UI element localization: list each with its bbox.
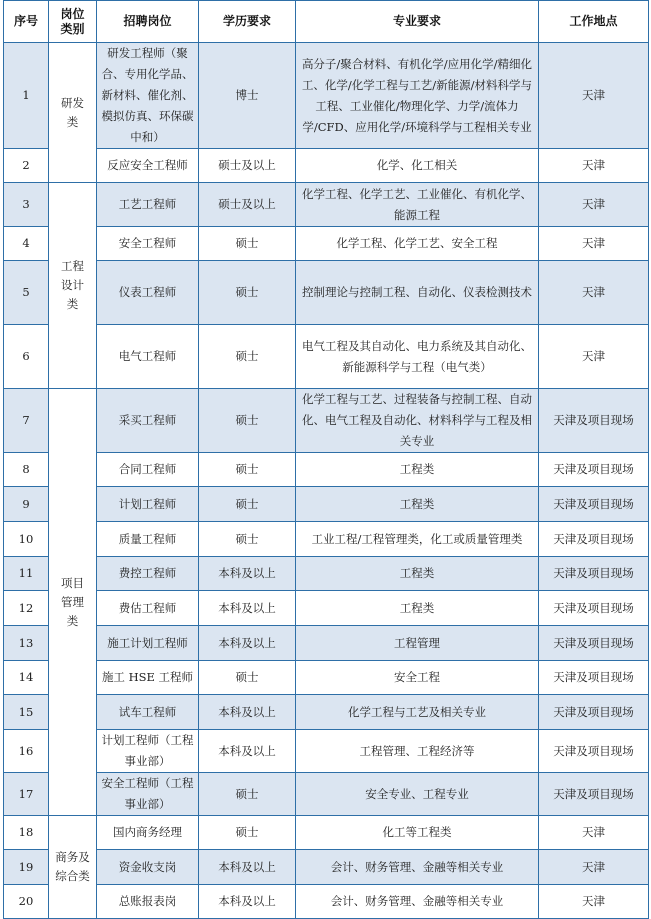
cell-education: 硕士 <box>199 227 296 261</box>
table-row <box>4 183 649 227</box>
cell-major: 工程管理 <box>296 626 539 661</box>
table-row <box>4 626 649 661</box>
cell-position: 施工 HSE 工程师 <box>97 661 199 695</box>
cell-position: 电气工程师 <box>97 325 199 389</box>
cell-serial-number: 12 <box>4 591 49 626</box>
cell-location: 天津 <box>539 325 649 389</box>
cell-major: 安全工程 <box>296 661 539 695</box>
cell-education: 硕士 <box>199 773 296 816</box>
cell-major: 安全专业、工程专业 <box>296 773 539 816</box>
cell-major: 电气工程及其自动化、电力系统及其自动化、新能源科学与工程（电气类） <box>296 325 539 389</box>
cell-location: 天津及项目现场 <box>539 661 649 695</box>
cell-education: 本科及以上 <box>199 885 296 919</box>
table-row <box>4 261 649 325</box>
cell-position: 安全工程师 <box>97 227 199 261</box>
header-education: 学历要求 <box>199 1 296 43</box>
cell-serial-number: 4 <box>4 227 49 261</box>
cell-location: 天津 <box>539 149 649 183</box>
table-row <box>4 730 649 773</box>
cell-serial-number: 19 <box>4 850 49 885</box>
cell-serial-number: 7 <box>4 389 49 453</box>
cell-education: 硕士及以上 <box>199 183 296 227</box>
table-row <box>4 389 649 453</box>
cell-serial-number: 9 <box>4 487 49 522</box>
cell-location: 天津及项目现场 <box>539 773 649 816</box>
table-row <box>4 149 649 183</box>
table-row <box>4 227 649 261</box>
cell-position: 安全工程师（工程事业部） <box>97 773 199 816</box>
table-row <box>4 325 649 389</box>
cell-education: 硕士 <box>199 325 296 389</box>
cell-education: 硕士 <box>199 487 296 522</box>
cell-serial-number: 2 <box>4 149 49 183</box>
cell-education: 本科及以上 <box>199 557 296 591</box>
cell-education: 硕士及以上 <box>199 149 296 183</box>
cell-serial-number: 10 <box>4 522 49 557</box>
cell-location: 天津及项目现场 <box>539 557 649 591</box>
cell-major: 工程类 <box>296 557 539 591</box>
cell-position: 计划工程师（工程事业部） <box>97 730 199 773</box>
cell-major: 工程管理、工程经济等 <box>296 730 539 773</box>
cell-major: 化学工程与工艺及相关专业 <box>296 695 539 730</box>
cell-major: 会计、财务管理、金融等相关专业 <box>296 885 539 919</box>
cell-serial-number: 20 <box>4 885 49 919</box>
table-row <box>4 522 649 557</box>
cell-position-category: 项目管理类 <box>49 389 97 816</box>
cell-location: 天津 <box>539 183 649 227</box>
table-row <box>4 773 649 816</box>
cell-serial-number: 18 <box>4 816 49 850</box>
cell-major: 化学工程与工艺、过程装备与控制工程、自动化、电气工程及自动化、材料科学与工程及相关专业 <box>296 389 539 453</box>
cell-location: 天津 <box>539 850 649 885</box>
cell-position: 合同工程师 <box>97 453 199 487</box>
header-position: 招聘岗位 <box>97 1 199 43</box>
cell-position: 计划工程师 <box>97 487 199 522</box>
cell-position: 资金收支岗 <box>97 850 199 885</box>
table-row <box>4 816 649 850</box>
cell-serial-number: 14 <box>4 661 49 695</box>
cell-position: 研发工程师（聚合、专用化学品、新材料、催化剂、模拟仿真、环保碳中和） <box>97 43 199 149</box>
cell-position-category: 工程设计类 <box>49 183 97 389</box>
cell-major: 会计、财务管理、金融等相关专业 <box>296 850 539 885</box>
cell-education: 硕士 <box>199 816 296 850</box>
cell-position: 采买工程师 <box>97 389 199 453</box>
table-row <box>4 661 649 695</box>
table-row <box>4 43 649 149</box>
cell-position-category: 研发类 <box>49 43 97 183</box>
cell-education: 硕士 <box>199 522 296 557</box>
cell-serial-number: 3 <box>4 183 49 227</box>
cell-location: 天津及项目现场 <box>539 487 649 522</box>
cell-serial-number: 5 <box>4 261 49 325</box>
cell-serial-number: 17 <box>4 773 49 816</box>
cell-major: 化学工程、化学工艺、工业催化、有机化学、能源工程 <box>296 183 539 227</box>
cell-major: 控制理论与控制工程、自动化、仪表检测技术 <box>296 261 539 325</box>
table-row <box>4 695 649 730</box>
cell-position: 总账报表岗 <box>97 885 199 919</box>
cell-education: 硕士 <box>199 389 296 453</box>
header-serial-number: 序号 <box>4 1 49 43</box>
cell-serial-number: 13 <box>4 626 49 661</box>
cell-position: 国内商务经理 <box>97 816 199 850</box>
cell-position: 施工计划工程师 <box>97 626 199 661</box>
cell-position: 反应安全工程师 <box>97 149 199 183</box>
cell-position: 工艺工程师 <box>97 183 199 227</box>
cell-position: 试车工程师 <box>97 695 199 730</box>
cell-position: 仪表工程师 <box>97 261 199 325</box>
cell-serial-number: 6 <box>4 325 49 389</box>
cell-serial-number: 1 <box>4 43 49 149</box>
cell-major: 工程类 <box>296 487 539 522</box>
cell-location: 天津及项目现场 <box>539 453 649 487</box>
cell-position: 费估工程师 <box>97 591 199 626</box>
cell-education: 硕士 <box>199 453 296 487</box>
table-row <box>4 850 649 885</box>
cell-location: 天津 <box>539 816 649 850</box>
cell-location: 天津及项目现场 <box>539 591 649 626</box>
cell-location: 天津 <box>539 261 649 325</box>
cell-major: 化学工程、化学工艺、安全工程 <box>296 227 539 261</box>
table-header-row <box>4 1 649 43</box>
table-row <box>4 557 649 591</box>
cell-location: 天津及项目现场 <box>539 730 649 773</box>
recruitment-table-wrapper <box>3 0 648 919</box>
cell-major: 化学、化工相关 <box>296 149 539 183</box>
cell-major: 高分子/聚合材料、有机化学/应用化学/精细化工、化学/化学工程与工艺/新能源/材料科学与工程、工业催化/物理化学、力学/流体力学/CFD、应用化学/环境科学与工程相关专业 <box>296 43 539 149</box>
recruitment-table <box>3 0 649 919</box>
cell-major: 工程类 <box>296 453 539 487</box>
cell-location: 天津及项目现场 <box>539 626 649 661</box>
table-row <box>4 591 649 626</box>
cell-position: 费控工程师 <box>97 557 199 591</box>
cell-education: 本科及以上 <box>199 626 296 661</box>
table-row <box>4 487 649 522</box>
cell-major: 化工等工程类 <box>296 816 539 850</box>
cell-education: 硕士 <box>199 261 296 325</box>
header-major: 专业要求 <box>296 1 539 43</box>
table-row <box>4 453 649 487</box>
cell-education: 本科及以上 <box>199 730 296 773</box>
cell-position: 质量工程师 <box>97 522 199 557</box>
cell-location: 天津及项目现场 <box>539 695 649 730</box>
cell-serial-number: 8 <box>4 453 49 487</box>
cell-location: 天津及项目现场 <box>539 389 649 453</box>
cell-serial-number: 16 <box>4 730 49 773</box>
header-location: 工作地点 <box>539 1 649 43</box>
cell-education: 本科及以上 <box>199 695 296 730</box>
cell-serial-number: 15 <box>4 695 49 730</box>
cell-location: 天津及项目现场 <box>539 522 649 557</box>
cell-serial-number: 11 <box>4 557 49 591</box>
table-body <box>4 43 649 919</box>
header-position-category: 岗位类别 <box>49 1 97 43</box>
cell-major: 工业工程/工程管理类，化工或质量管理类 <box>296 522 539 557</box>
cell-location: 天津 <box>539 885 649 919</box>
cell-major: 工程类 <box>296 591 539 626</box>
cell-education: 硕士 <box>199 661 296 695</box>
cell-location: 天津 <box>539 43 649 149</box>
cell-education: 本科及以上 <box>199 850 296 885</box>
cell-education: 本科及以上 <box>199 591 296 626</box>
cell-location: 天津 <box>539 227 649 261</box>
cell-education: 博士 <box>199 43 296 149</box>
cell-position-category: 商务及综合类 <box>49 816 97 919</box>
table-row <box>4 885 649 919</box>
